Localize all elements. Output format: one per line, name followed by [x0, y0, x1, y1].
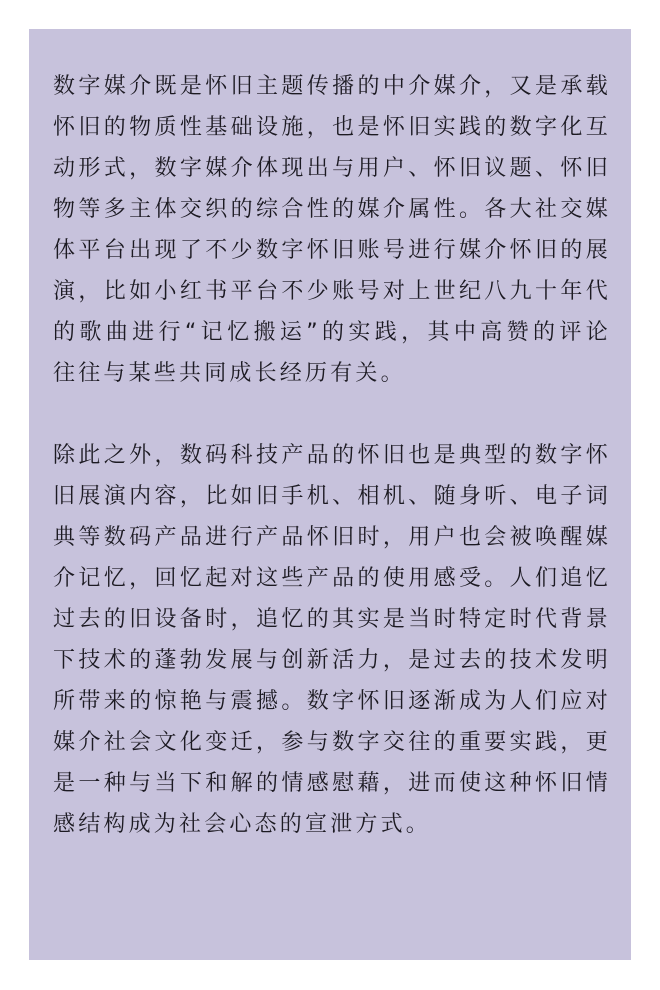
text-panel: [29, 29, 631, 960]
paragraph-1: 数字媒介既是怀旧主题传播的中介媒介，又是承载怀旧的物质性基础设施，也是怀旧实践的数字化互动形式，数字媒介体现出与用户、怀旧议题、怀旧物等多主体交织的综合性的媒介属性。各大社交媒体平台出现了不少数字怀旧账号进行媒介怀旧的展演，比如小红书平台不少账号对上世纪八九十年代的歌曲进行“记忆搬运”的实践，其中高赞的评论往往与某些共同成长经历有关。: [53, 74, 611, 386]
paragraph-2: 除此之外，数码科技产品的怀旧也是典型的数字怀旧展演内容，比如旧手机、相机、随身听、电子词典等数码产品进行产品怀旧时，用户也会被唤醒媒介记忆，回忆起对这些产品的使用感受。人们追忆过去的旧设备时，追忆的其实是当时特定时代背景下技术的蓬勃发展与创新活力，是过去的技术发明所带来的惊艳与震撼。数字怀旧逐渐成为人们应对媒介社会文化变迁，参与数字交往的重要实践，更是一种与当下和解的情感慰藉，进而使这种怀旧情感结构成为社会心态的宣泄方式。: [53, 443, 611, 837]
paragraph-gap: [53, 394, 611, 435]
